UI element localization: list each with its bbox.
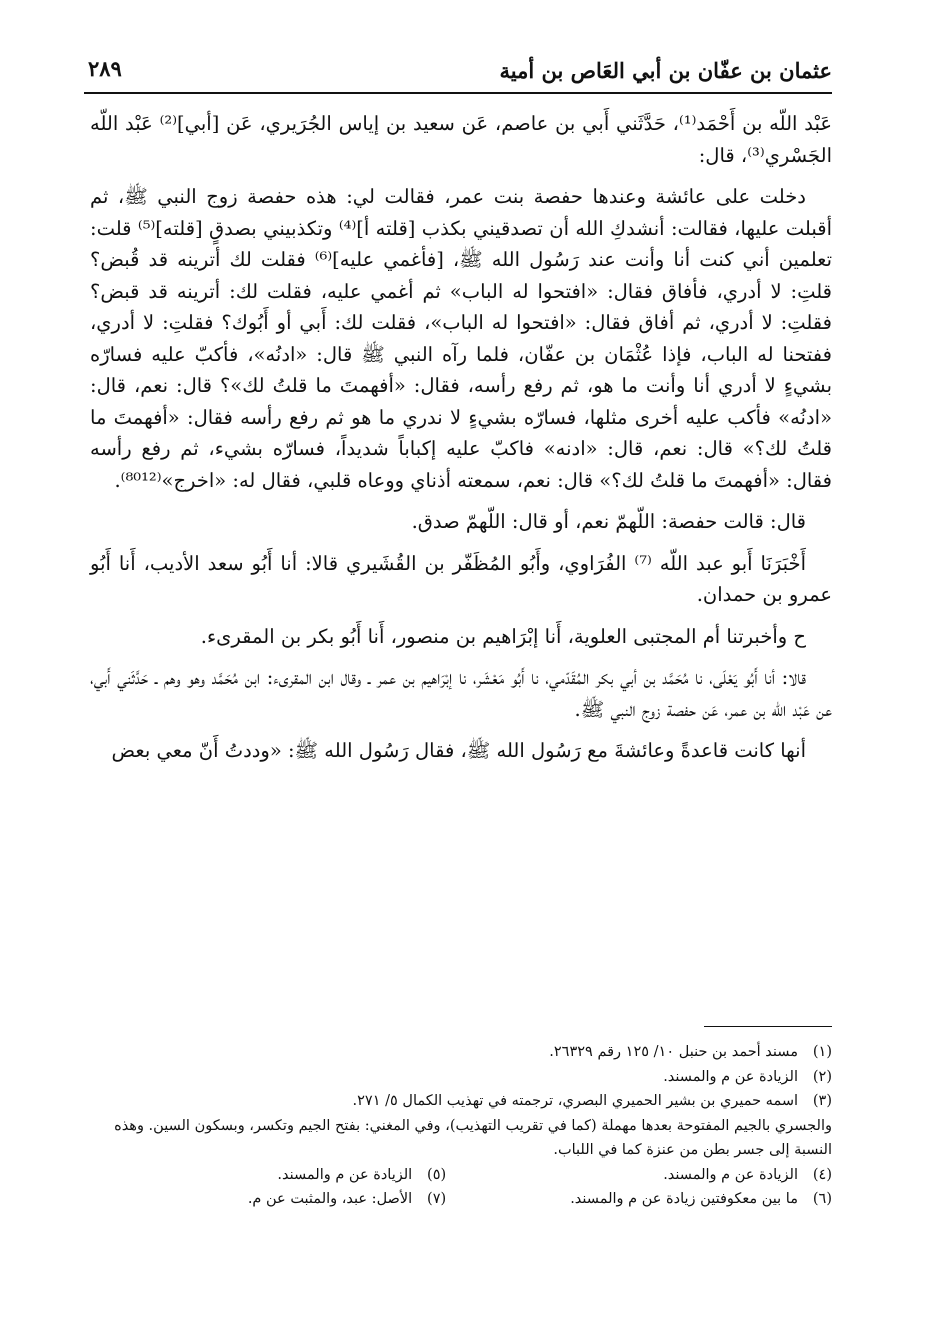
footnote-6 [446, 1187, 832, 1212]
footnote-4 [446, 1163, 832, 1188]
running-header-title: عثمان بن عفّان بن أبي العَاص بن أمية [499, 58, 832, 83]
hadith-paragraph: دخلت على عائشة وعندها حفصة بنت عمر، فقالت لي: هذه حفصة زوج النبي ﷺ، ثم أقبلت عليها، فقالت: أنشدكِ الله أن تصدقيني بكذب [قلته أ]⁽⁴⁾ وتكذبيني بصدقٍ [قلته]⁽⁵⁾ قلت: تعلمين أني كنت أنا وأنت عند رَسُول الله ﷺ، [فأغمي عليه]⁽⁶⁾ فقلت لك أترينه قد قُبض؟ قلتِ: لا أدري، فأفاق فقال: «افتحوا له الباب» ثم أغمي عليه، فقلت لك: أترينه قد قبض؟ فقلتِ: لا أدري، ثم أفاق فقال: «افتحوا له الباب»، فقلت لك: أَبي أو أَبُوك؟ فقلتِ: لا أدري، ففتحنا له الباب، فإذا عُثْمَان بن عفّان، فلما رآه النبي ﷺ قال: «ادنُه»، فأكبّ عليه فسارّه بشيءٍ لا أدري أنا وأنت ما هو، ثم رفع رأسه، فقال: «أفهمتَ ما قلتُ لك»؟ قال: نعم، قال: «ادنُه» فأكب عليه أخرى مثلها، فسارّه بشيءٍ لا ندري ما هو ثم رفع رأسه فقال: «أفهمتَ ما قلتُ لك؟» قال: نعم، قال: «ادنه» فاكبّ عليه إكباباً شديداً، فسارّه بشيء، ثم رفع رأسه فقال: «أفهمتَ ما قلتُ لك؟» قال: نعم، سمعته أذناي ووعاه قلبي، فقال له: «اخرج»⁽⁸⁰¹²⁾. [90, 185, 832, 492]
footnote-number: (٣) [812, 1093, 832, 1109]
footnote-3 [90, 1089, 832, 1114]
second-hadith-start: أنها كانت قاعدةً وعائشةَ مع رَسُول الله ﷺ، فقال رَسُول الله ﷺ: «وددتُ أَنّ معي بعض [111, 739, 806, 762]
page-number: ٢٨٩ [88, 56, 122, 81]
footnote-text: الزيادة عن م والمسند. [277, 1166, 413, 1183]
footnote-text: الزيادة عن م والمسند. [663, 1068, 798, 1085]
footnote-number: (٥) [427, 1166, 447, 1183]
ha-akhbaratna-paragraph: ح وأخبرتنا أم المجتبى العلوية، أَنا إبْرَاهيم بن منصور، أَنا أَبُو بكر بن المقرىء. [200, 624, 806, 648]
footnote-number: (٤) [812, 1166, 832, 1183]
isnad-paragraph: عَبْد اللّه بن أَحْمَد⁽¹⁾، حَدَّثَني أَبي بن عاصم، عَن سعيد بن إياس الجُرَيري، عَن [أبي]⁽²⁾ عَبْد اللّه الجَسْري⁽³⁾، قال: [90, 112, 832, 167]
footnote-5 [90, 1163, 446, 1188]
footnotes [90, 1040, 832, 1212]
hafsa-confirmation: قال: قالت حفصة: اللّهمّ نعم، أو قال: اللّهمّ صدق. [411, 510, 806, 533]
main-text [90, 108, 832, 777]
footnote-number: (١) [812, 1044, 832, 1060]
footnote-divider [704, 1026, 832, 1027]
footnote-text: الزيادة عن م والمسند. [663, 1166, 798, 1183]
footnote-text: اسمه حميري بن بشير الحميري البصري، ترجمته في تهذيب الكمال ٥/ ٢٧١. [352, 1093, 798, 1109]
footnote-number: (٦) [812, 1191, 832, 1207]
footnote-text: مسند أحمد بن حنبل ١٠/ ١٢٥ رقم ٢٦٣٢٩. [549, 1044, 798, 1060]
footnote-number: (٧) [427, 1191, 447, 1207]
qala-paragraph: قالا: أنا أَبُو يَعْلَى، نا مُحَمَّد بن أبي بكر المُقَدّمي، نا أَبُو مَعْشَر، نا إبْرَاهيم بن عمر ـ وقال ابن المقرىء: ابن مُحَمَّد وهو وهم ـ حَدَّثَني أَبي، عن عَبْد اللّه بن عمر، عَن حفصة زوج النبي ﷺ. [90, 666, 832, 721]
footnote-2 [90, 1065, 832, 1090]
footnote-number: (٢) [812, 1068, 832, 1085]
footnote-1 [90, 1040, 832, 1065]
footnote-row-4-5 [90, 1163, 832, 1188]
footnote-7 [90, 1187, 446, 1212]
footnote-3-continuation: والجسري بالجيم المفتوحة بعدها مهملة (كما في تقريب التهذيب)، وفي المغني: بفتح الجيم وتكسر، وبسكون السين. وهذه النسبة إلى جسر بطن من عنزة كما في اللباب. [114, 1117, 832, 1158]
footnote-row-6-7 [90, 1187, 832, 1212]
footnote-text: ما بين معكوفتين زيادة عن م والمسند. [570, 1191, 798, 1207]
header-divider [84, 92, 832, 94]
akhbarana-paragraph: أَخْبَرَنَا أَبو عبد اللّه ⁽⁷⁾ الفُرَاوي، وأَبُو المُظَفّر بن القُشَيري قالا: أنا أَبُو سعد الأديب، أَنا أَبُو عمرو بن حمدان. [90, 551, 832, 606]
footnote-text: الأصل: عبد، والمثبت عن م. [247, 1191, 413, 1207]
